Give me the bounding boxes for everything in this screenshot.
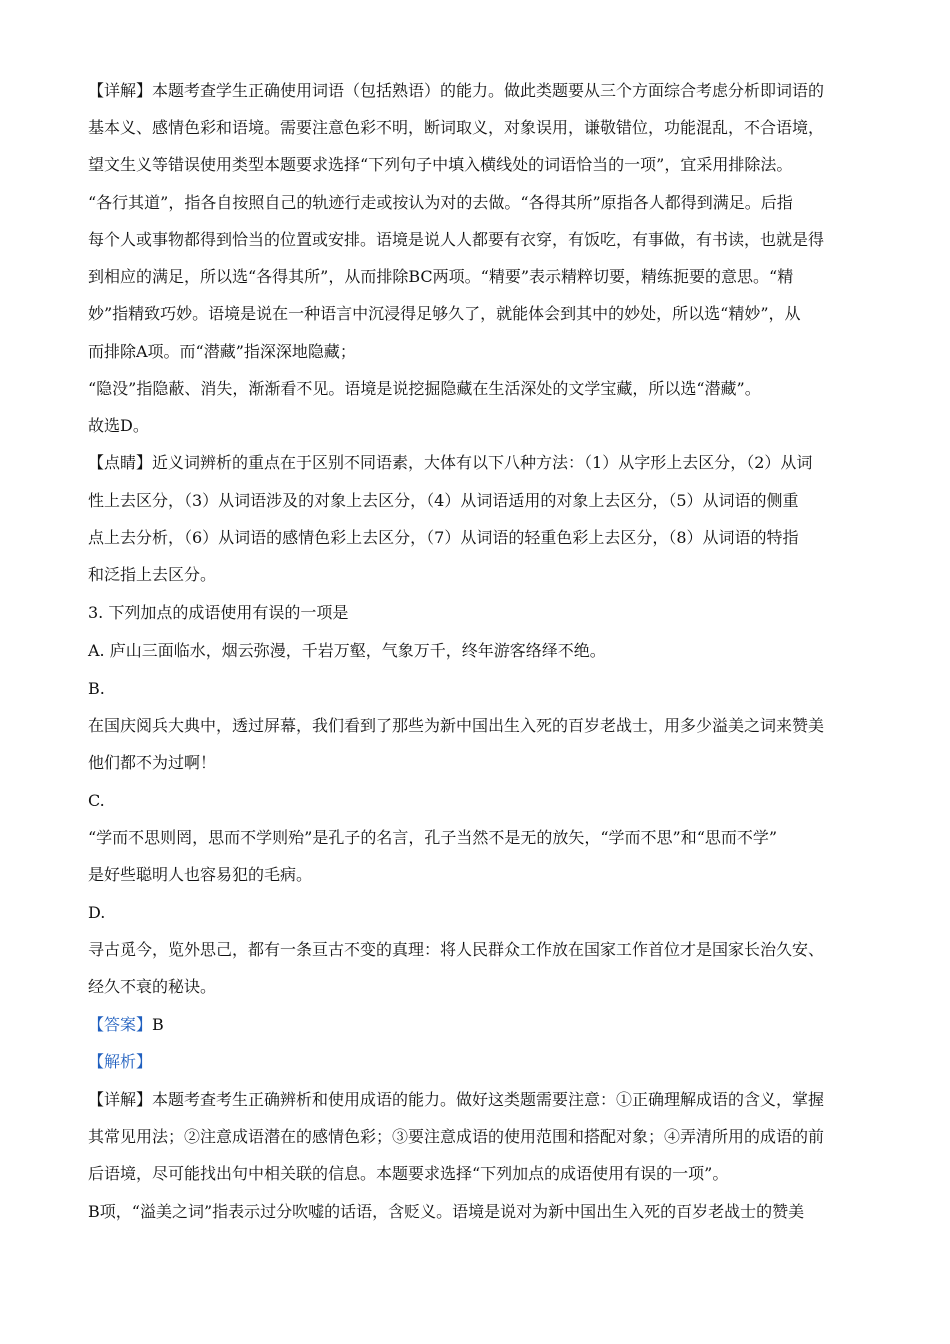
detail-paragraph-line: 【详解】本题考查考生正确辨析和使用成语的能力。做好这类题需要注意：①正确理解成语的含义，掌握 — [88, 1090, 825, 1109]
detail-label: 【详解】 — [88, 81, 153, 100]
answer-line — [88, 1014, 164, 1036]
detail-paragraph-line: 到相应的满足，所以选“各得其所”，从而排除BC两项。“精要”表示精粹切要，精练扼要的意思。“精 — [88, 267, 794, 286]
detail-paragraph-line: 基本义、感情色彩和语境。需要注意色彩不明，断词取义，对象误用，谦敬错位，功能混乱，不合语境， — [88, 118, 825, 137]
detail-paragraph-line: 每个人或事物都得到恰当的位置或安排。语境是说人人都要有衣穿，有饭吃，有事做，有书读，也就是得 — [88, 230, 825, 249]
pointer-label: 【点睛】 — [88, 453, 153, 472]
pointer-paragraph-line: 点上去分析，（6）从词语的感情色彩上去区分，（7）从词语的轻重色彩上去区分，（8）从词语的特指 — [88, 528, 799, 547]
option-d-text-line: 经久不衰的秘诀。 — [88, 977, 217, 996]
detail-paragraph-line: 望文生义等错误使用类型本题要求选择“下列句子中填入横线处的词语恰当的一项”，宜采用排除法。 — [88, 155, 793, 174]
detail-conclusion: 故选D。 — [88, 416, 149, 435]
answer-label: 【答案】 — [88, 1015, 153, 1034]
answer-value: B — [152, 1015, 164, 1034]
option-b-text-line: 在国庆阅兵大典中，透过屏幕，我们看到了那些为新中国出生入死的百岁老战士，用多少溢美之词来赞美 — [88, 716, 825, 735]
option-b-text-line: 他们都不为过啊！ — [88, 753, 217, 772]
detail-paragraph-line: 后语境，尽可能找出句中相关联的信息。本题要求选择“下列加点的成语使用有误的一项”。 — [88, 1164, 729, 1183]
analysis-label: 【解析】 — [88, 1052, 153, 1071]
detail-paragraph-line: 而排除A项。而“潜藏”指深深地隐藏； — [88, 342, 356, 361]
pointer-paragraph-line: 和泛指上去区分。 — [88, 565, 217, 584]
option-d-text-line: 寻古觅今，览外思己，都有一条亘古不变的真理：将人民群众工作放在国家工作首位才是国家长治久安、 — [88, 940, 825, 959]
detail-paragraph-line: B项，“溢美之词”指表示过分吹嘘的话语，含贬义。语境是说对为新中国出生入死的百岁老战士的赞美 — [88, 1202, 805, 1221]
option-a: A. 庐山三面临水，烟云弥漫，千岩万壑，气象万千，终年游客络绎不绝。 — [88, 641, 606, 660]
detail-paragraph-line: “各行其道”，指各自按照自己的轨迹行走或按认为对的去做。“各得其所”原指各人都得到满足。后指 — [88, 193, 793, 212]
detail-label: 【详解】 — [88, 1090, 153, 1109]
detail-paragraph-line: 妙”指精致巧妙。语境是说在一种语言中沉浸得足够久了，就能体会到其中的妙处，所以选“精妙”，从 — [88, 304, 801, 323]
option-c-text-line: “学而不思则罔，思而不学则殆”是孔子的名言，孔子当然不是无的放矢，“学而不思”和“思而不学” — [88, 828, 778, 847]
detail-paragraph-line: 其常见用法；②注意成语潜在的感情色彩；③要注意成语的使用范围和搭配对象；④弄清所用的成语的前 — [88, 1127, 825, 1146]
question-stem: 3. 下列加点的成语使用有误的一项是 — [88, 603, 349, 622]
option-c-text-line: 是好些聪明人也容易犯的毛病。 — [88, 865, 313, 884]
pointer-paragraph-line: 性上去区分，（3）从词语涉及的对象上去区分，（4）从词语适用的对象上去区分，（5）从词语的侧重 — [88, 491, 799, 510]
detail-paragraph-line: 【详解】本题考查学生正确使用词语（包括熟语）的能力。做此类题要从三个方面综合考虑分析即词语的 — [88, 81, 825, 100]
detail-paragraph-line: “隐没”指隐蔽、消失，渐渐看不见。语境是说挖掘隐藏在生活深处的文学宝藏，所以选“潜藏”。 — [88, 379, 761, 398]
option-b-letter: B. — [88, 679, 105, 698]
pointer-paragraph-line: 【点睛】近义词辨析的重点在于区别不同语素，大体有以下八种方法：（1）从字形上去区分，（2）从词 — [88, 453, 813, 472]
option-c-letter: C. — [88, 791, 105, 810]
option-d-letter: D. — [88, 903, 106, 922]
